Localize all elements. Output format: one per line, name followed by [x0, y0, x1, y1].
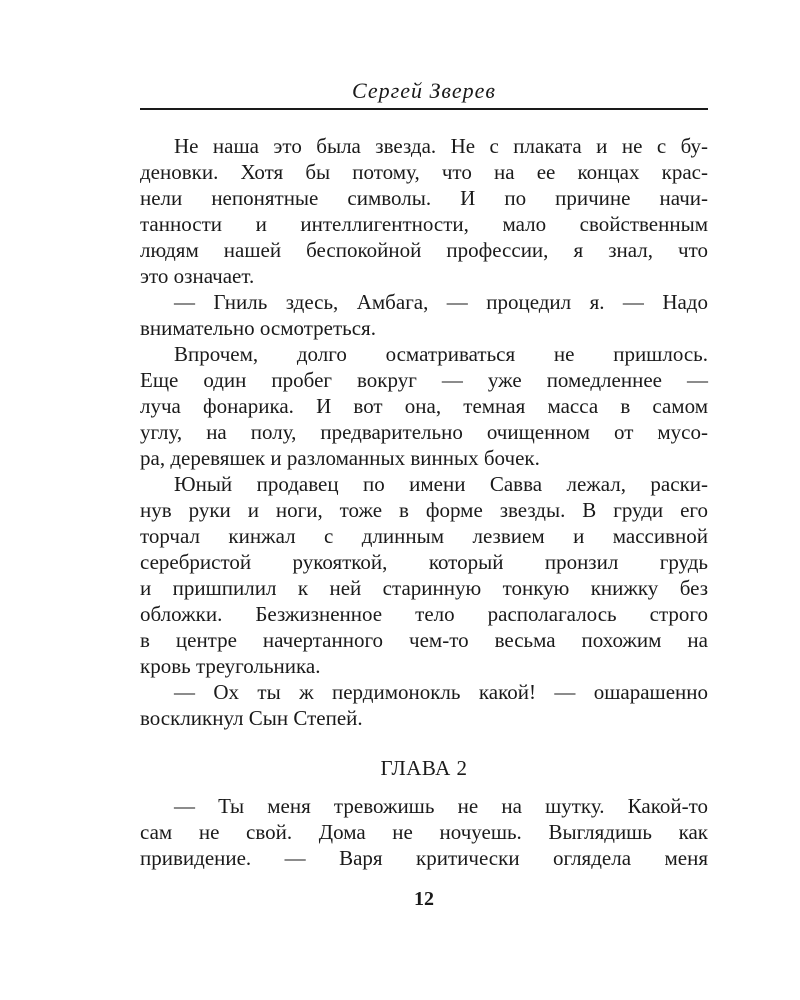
text-line: привидение. — Варя критически оглядела меня — [140, 846, 708, 870]
text-line: воскликнул Сын Степей. — [140, 706, 363, 730]
text-line: нув руки и ноги, тоже в форме звезды. В груди его — [140, 498, 708, 522]
text-line: Не наша это была звезда. Не с плаката и не с бу- — [174, 134, 708, 158]
text-line: торчал кинжал с длинным лезвием и массивной — [140, 524, 708, 548]
text-line: обложки. Безжизненное тело располагалось строго — [140, 602, 708, 626]
text-line: — Ты меня тревожишь не на шутку. Какой-то — [174, 794, 708, 818]
chapter-heading: ГЛАВА 2 — [380, 756, 468, 780]
text-line: кровь треугольника. — [140, 654, 321, 678]
text-line: и пришпилил к ней старинную тонкую книжку без — [140, 576, 708, 600]
text-line: серебристой рукояткой, который пронзил грудь — [140, 550, 708, 574]
text-line: луча фонарика. И вот она, темная масса в самом — [140, 394, 708, 418]
text-line: — Гниль здесь, Амбага, — процедил я. — Надо — [174, 290, 708, 314]
text-line: людям нашей беспокойной профессии, я знал, что — [140, 238, 708, 262]
text-line: нели непонятные символы. И по причине начи- — [140, 186, 708, 210]
running-header-author: Сергей Зверев — [352, 78, 496, 103]
header-divider — [140, 108, 708, 110]
body-text — [140, 133, 708, 731]
text-line: углу, на полу, предварительно очищенном от мусо- — [140, 420, 708, 444]
text-line: танности и интеллигентности, мало свойственным — [140, 212, 708, 236]
text-line: Юный продавец по имени Савва лежал, раски- — [174, 472, 708, 496]
text-line: Еще один пробег вокруг — уже помедленнее — — [140, 368, 708, 392]
text-line: сам не свой. Дома не ночуешь. Выглядишь как — [140, 820, 708, 844]
text-line: — Ох ты ж пердимонокль какой! — ошарашенно — [174, 680, 708, 704]
text-line: ра, деревяшек и разломанных винных бочек. — [140, 446, 540, 470]
text-line: Впрочем, долго осматриваться не пришлось. — [174, 342, 708, 366]
text-line: в центре начертанного чем-то весьма похожим на — [140, 628, 708, 652]
text-line: внимательно осмотреться. — [140, 316, 376, 340]
text-line: деновки. Хотя бы потому, что на ее концах крас- — [140, 160, 708, 184]
page-number: 12 — [414, 888, 434, 910]
chapter-body-text — [140, 793, 708, 871]
text-line: это означает. — [140, 264, 255, 288]
